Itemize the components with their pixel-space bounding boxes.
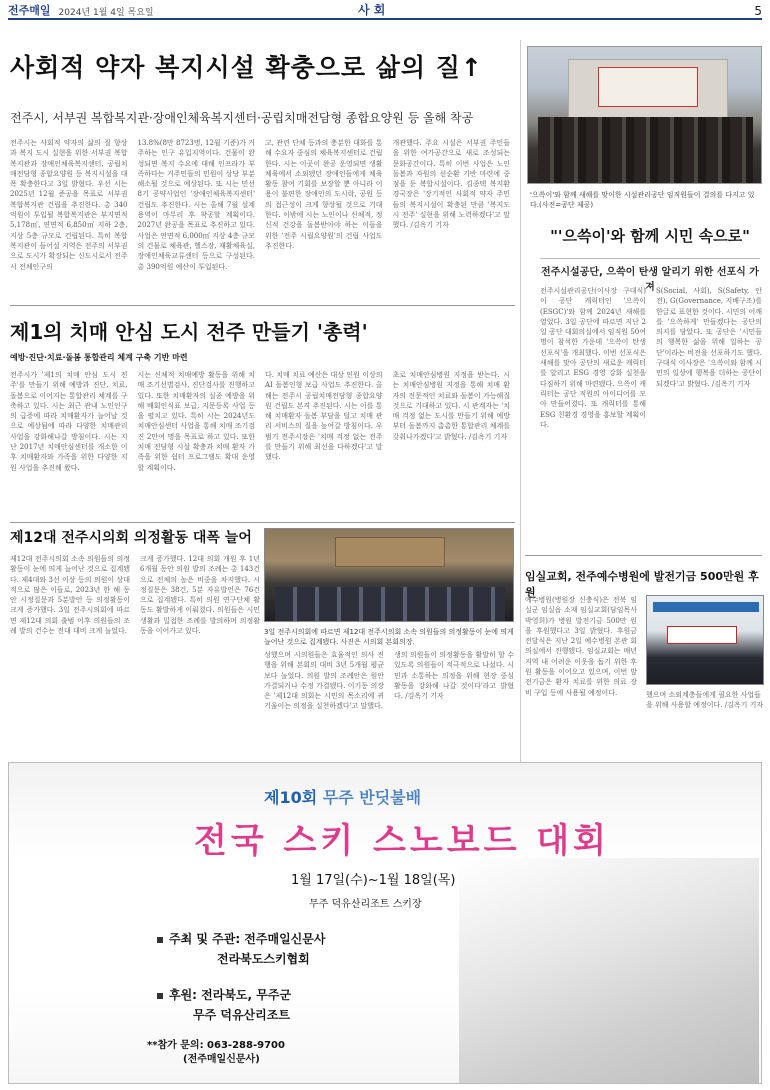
ad-venue: 무주 덕유산리조트 스키장 <box>309 899 422 910</box>
a2-col: 전주시설관리공단(이사장 구대식)이 공단 캐릭터인 '으쓱이(ESGC)'와 함께 2024년 새해를 열었다. 3일 공단에 따르면 지난 2일 공단 대회의실에서 임직원 50여 명이 참석한 가운데 '으쓱이 탄생 선포식'을 개최했다. 이번 선포식은 새해를 맞아 공단의 새로운 캐릭터를 알리고 ESG 경영 강화 실천을 다짐하기 위해 마련됐다. 으쓱이 캐릭터는 공단 직원의 아이디어를 모아 만들어졌다. 또 캐릭터를 통해 ESG 친환경 경영을 홍보할 계획이다. <box>540 287 646 429</box>
ad-title: 전국 스키 스노보드 대회 <box>194 821 610 861</box>
photo-council-chamber <box>264 528 514 622</box>
a4-body-continued <box>264 650 514 754</box>
a4-col: 생의 의원들이 의정활동을 활발히 할 수 있도록 의원들이 적극적으로 나섰다. 시민과 소통하는 의정을 위해 현장 중심 활동을 강화해 나갈 것이다'라고 밝혔다. /김옥기 기자 <box>394 651 514 701</box>
bullet-icon <box>157 937 163 943</box>
section-name: 사 회 <box>358 3 386 17</box>
ad-contact-note: (전주매일신문사) <box>183 1054 260 1065</box>
ad-sponsor-label: 후원: 전라북도, 무주군 <box>169 988 292 1002</box>
a4-body <box>10 554 260 754</box>
divider <box>10 305 515 306</box>
divider <box>10 522 515 523</box>
photo1-caption: '으쓱이'와 함께 새해를 맞이한 시설관리공단 임직원들이 결의를 다지고 있다.(사진=공단 제공) <box>530 191 755 209</box>
banner-shape <box>598 67 698 107</box>
a3-col: 다. 치매 치료 예산은 대상 인원 이상의 AI 돌봄인형 보급 사업도 추진한다. 올해는 전주시 공립치매전담형 종합요양원 건립도 본격 추진된다. 시는 이를 통해 치매환자 돌봄 부담을 덜고 치매 관리 서비스의 질을 높여갈 방침이다. 우범기 전주시장은 '치매 걱정 없는 전주를 만들기 위해 최선을 다하겠다'고 말했다. <box>265 371 383 462</box>
ad-contact <box>147 1039 285 1067</box>
a3-col: 전주시가 '제1의 치매 안심 도시 전주'를 만들기 위해 예방과 진단, 치료, 돌봄으로 이어지는 통합관리 체계를 구축하고 있다. 시는 최근 관내 노인인구의 급증에 따라 치매환자가 늘어날 것으로 예상됨에 따라 다양한 치매관리 사업을 강화해나갈 방침이다. 시는 지난 2017년 치매안심센터를 개소한 이후 치매환자와 가족을 위한 다양한 지원 사업을 추진해 왔다. <box>10 371 128 472</box>
ad-host-label: 주최 및 주관: 전주매일신문사 <box>169 932 326 946</box>
ad-sponsor-second: 무주 덕유산리조트 <box>193 1008 290 1022</box>
ad-host <box>157 929 325 969</box>
a1-col: 고, 관련 단체 등과의 충분한 대화를 통해 수요자 중심의 체육복지센터로 건립한다. 시는 이곳이 완공 운영되면 생활체육에서 소외됐던 장애인들에게 체육활동 참여 기회를 보장할 뿐 아니라 이용이 불편한 장애인의 도시락, 공원 등의 접근성이 크게 향상될 것으로 기대한다. 이밖에 시는 노인이나 신체적, 정신적 건강을 돌봄받아야 하는 이들을 위한 '전주 시립요양원'의 건립 사업도 추진한다. <box>265 139 383 250</box>
a4-col: 성했으며 시의원들은 효율적인 의사 진행을 위해 본회의 대비 3년 5개월 평균보다 늘었다. 의원 발의 조례안은 원안 가결되거나 수정 가결됐다. 이기동 의장은 '제12대 의회는 시민의 목소리에 귀 기울이는 의정을 실천하겠다'고 말했다. <box>264 651 384 711</box>
a2-body <box>540 286 762 540</box>
ad-host-second: 전라북도스키협회 <box>217 952 310 966</box>
hospital-sign-shape <box>653 602 759 612</box>
donation-board-shape <box>667 626 737 644</box>
ad-edition-number: 제10회 <box>264 788 318 807</box>
a5-headline: 임실교회, 전주예수병원에 발전기금 500만원 후원 <box>525 570 759 599</box>
ad-contact-phone: **참가 문의: 063-288-9700 <box>147 1040 285 1051</box>
a1-subhead: 전주시, 서부권 복합복지관·장애인체육복지센터·공립치매전담형 종합요양원 등 올해 착공 <box>10 111 474 125</box>
column-divider <box>520 40 521 840</box>
a2-col: S(Social, 사회), S(Safety, 안전), G(Governance, 지배구조)를 한글로 표현한 것이다. 시민의 어깨를 '으쓱하게' 만들겠다는 공단의 의지를 담았다. 또 공단은 '시민들의 행복한 삶을 위해 일하는 공단'이라는 비전을 선포하기도 했다. 구대식 이사장은 '으쓱이와 함께 시민의 일상에 행복을 더하는 공단이 되겠다'고 밝혔다. /김옥기 기자 <box>656 287 762 388</box>
a2-headline: "'으쓱이'와 함께 시민 속으로" <box>540 225 760 259</box>
a3-headline: 제1의 치매 안심 도시 전주 만들기 '총력' <box>10 320 368 344</box>
page-number: 5 <box>754 4 762 18</box>
a5-col-tail: 했으며 소외계층들에게 필요한 사업들을 위해 사용할 예정이다. /김옥기 기자 <box>646 691 764 709</box>
a1-headline: 사회적 약자 복지시설 확충으로 삶의 질↑ <box>10 53 483 82</box>
a5-col: 예수병원(병원장 신충식)은 전북 임실군 임실읍 소재 임실교회(담임목사 박영희)가 병원 발전기금 500만 원을 후원했다고 3일 밝혔다. 후원금 전달식은 지난 2일 예수병원 본관 회의실에서 진행됐다. 임실교회는 매년 지역 내 어려운 이웃을 돕기 위한 후원 활동을 이어오고 있으며, 이번 발전기금은 환자 치료를 위한 의료 장비 구입 등에 사용될 예정이다. <box>525 596 637 697</box>
issue-date: 2024년 1월 4일 목요일 <box>58 8 154 18</box>
a4-col: 크게 증가했다. 12대 의회 개원 후 1년 6개월 동안 의원 발의 조례는 총 143건으로 전체의 높은 비중을 차지했다. 시정질문은 38건, 5분 자유발언은 76건으로 집계됐다. 특히 의원 연구단체 활동도 활발하게 이뤄졌다. 의원들은 시민 생활과 밀접한 조례를 발의하며 의정활동을 이어가고 있다. <box>140 555 260 636</box>
a4-headline: 제12대 전주시의회 의정활동 대폭 늘어 <box>10 530 252 546</box>
ad-sponsor <box>157 985 291 1025</box>
a3-subhead: 예방·진단·치료·돌봄 통합관리 체계 구축 기반 마련 <box>10 353 188 362</box>
masthead <box>8 4 762 20</box>
ski-event-ad <box>8 762 762 1084</box>
a1-body <box>10 138 510 298</box>
a3-body <box>10 370 510 520</box>
photo4-caption: 3일 전주시의회에 따르면 제12대 전주시의회 소속 의원들의 의정활동이 눈에 띄게 늘어난 것으로 집계됐다. 사진은 시의회 본회의장. <box>264 628 514 646</box>
paper-name: 전주매일 <box>8 4 51 17</box>
a4-col: 제12대 전주시의회 소속 의원들의 의정활동이 눈에 띄게 늘어난 것으로 집계됐다. 제4대와 3선 이상 등의 의원이 상대적으로 많은 이들로, 2023년 한 해 동안 시정질문과 5분발언 등 의정활동이 크게 증가했다. 3일 전주시의회에 따르면 제12대 의회 출범 이후 의원들의 조례 발의 건수는 전대 대비 크게 늘었다. <box>10 555 130 636</box>
divider <box>525 555 762 556</box>
ad-edition <box>264 785 421 808</box>
a1-col: 13.8%(8만 8723명, 12월 기준)가 거주하는 인구 유입지역이다. 건물이 완성되면 복지 수요에 대해 인프라가 부족하다는 거주민들의 민원이 상당 부분 해소될 것으로 예상된다. 또 시는 민선8기 공약사업인 '장애인체육복지센터' 건립도 추진한다. 시는 올해 7월 설계용역이 마무리 후 착공할 계획이다. 2027년 완공을 목표로 추진하고 있다. 사업은 연면적 6,000㎡ 지상 4층 규모의 건물로 체육관, 헬스장, 재활체육실, 장애인체육교류센터 등으로 구성된다. 총 390억원 예산이 투입된다. <box>137 139 255 271</box>
chamber-desks-shape <box>275 587 505 621</box>
ad-muju: 무주 반딧불배 <box>322 788 422 807</box>
a1-col: 개관했다. 주요 시설은 서부권 주민들을 위한 여가공간으로 새로 조성되는 문화공간이다. 특히 이번 사업은 노인 돌봄과 자원의 선순환 기반 마련에 중점을 둔 복합시설이다. 김종택 복지환경국장은 '장기적인 사회적 약자 주민들의 복지시설이 확충된 만큼 '복지도시 전주' 실현을 위해 노력하겠다'고 말했다. /김옥기 기자 <box>392 139 510 230</box>
people-shape <box>538 117 753 183</box>
a3-col: 시는 신체적 치매예방 활동을 위해 치매 조기선별검사, 진단검사를 진행하고 있다. 또한 치매환자의 실종 예방을 위해 배회인식표 보급, 지문등록 사업 등을 펼치고 있다. 특히 시는 2024년도 치매안심센터 사업을 통해 치매 조기검진 2만여 명을 목표로 하고 있다. 또한 치매 전담형 시설 확충과 치매 환자 가족을 위한 쉼터 프로그램도 확대 운영할 계획이다. <box>137 371 255 472</box>
ad-date: 1월 17일(수)~1월 18일(목) <box>291 873 456 888</box>
photo-donation <box>646 595 764 685</box>
bullet-icon <box>157 993 163 999</box>
photo-staff-group <box>527 46 762 184</box>
ski-slope-graphic <box>459 858 759 1084</box>
chamber-wall-shape <box>335 537 445 567</box>
a2-subhead: 전주시설공단, 으쓱이 탄생 알리기 위한 선포식 가져 <box>541 267 759 293</box>
a1-col: 전주시는 사회적 약자의 삶의 질 향상과 복지 도시 실현을 위한 서부권 복합복지관과 장애인체육복지센터, 공립치매전담형 종합요양원 등 복지시설을 대폭 확충한다고 3일 밝혔다. 우선 시는 2025년 12월 준공을 목표로 서부권 복합복지관 건립을 추진한다. 총 340억원이 투입될 복합복지관은 부지면적 5,178㎡, 연면적 6,850㎡ 지하 2층, 지상 5층 규모로 건립된다. 특히 복합복지관이 들어설 지역은 전주의 서부권으로 도시가 확장되는 신도시로서 전주시 전체인구의 <box>10 139 128 271</box>
a3-col: 초로 치매안심병원 지정을 받는다. 시는 치매안심병원 지정을 통해 치매 환자의 전문적인 치료와 돌봄이 가능해질 것으로 기대하고 있다. 시 관계자는 '치매 걱정 없는 도시를 만들기 위해 예방부터 돌봄까지 촘촘한 통합관리 체계를 갖춰나가겠다'고 밝혔다. /김옥기 기자 <box>392 371 510 441</box>
